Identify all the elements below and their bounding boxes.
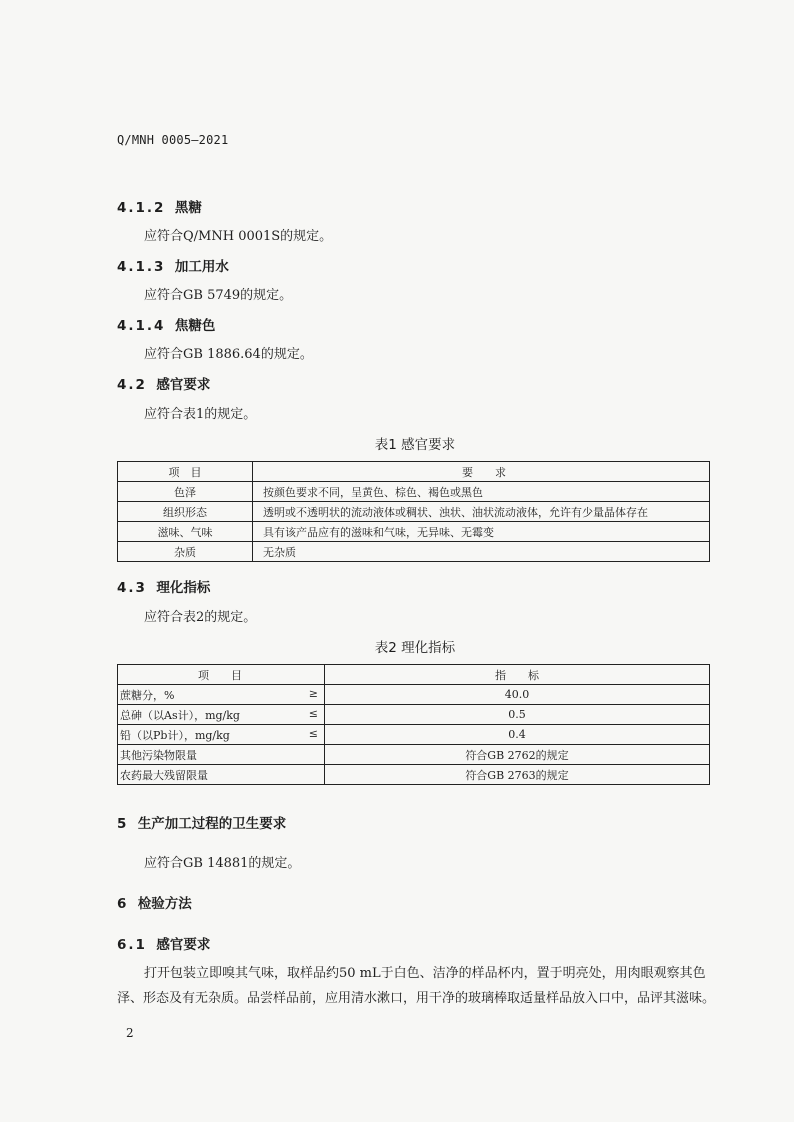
table2-caption: 表2 理化指标 — [374, 640, 456, 656]
table-cell: 无杂质 — [253, 542, 710, 562]
section-6-heading — [117, 892, 192, 912]
table-row — [118, 685, 710, 705]
table-cell: 符合GB 2762的规定 — [325, 745, 710, 765]
sensory-requirements-table — [117, 461, 710, 562]
comparison-symbol: ≥ — [308, 686, 318, 700]
table-cell: 具有该产品应有的滋味和气味，无异味、无霉变 — [253, 522, 710, 542]
section-title: 检验方法 — [137, 896, 192, 912]
table-row — [118, 745, 710, 765]
table-row — [118, 482, 710, 502]
table-row — [118, 725, 710, 745]
table-header-cell: 指 标 — [325, 665, 710, 685]
table-cell: 透明或不透明状的流动液体或稠状、浊状、油状流动液体，允许有少量晶体存在 — [253, 502, 710, 522]
section-4-3-text: 应符合表2的规定。 — [144, 610, 257, 625]
table-row — [118, 502, 710, 522]
section-number: 4.3 — [117, 580, 147, 596]
table-header-cell: 项 目 — [118, 462, 253, 482]
section-title: 理化指标 — [156, 580, 211, 596]
comparison-symbol: ≤ — [308, 726, 318, 740]
table-cell: 符合GB 2763的规定 — [325, 765, 710, 785]
table-row — [118, 522, 710, 542]
section-number: 6.1 — [117, 937, 147, 953]
table-cell — [118, 725, 325, 745]
table-row — [118, 705, 710, 725]
table-row — [118, 542, 710, 562]
table-header-row — [118, 462, 710, 482]
table-cell: 0.5 — [325, 705, 710, 725]
section-5-heading — [117, 812, 286, 832]
table-header-cell: 项 目 — [118, 665, 325, 685]
section-number: 4.1.4 — [117, 318, 166, 334]
table-cell — [118, 685, 325, 705]
section-5-text: 应符合GB 14881的规定。 — [144, 856, 301, 871]
table-cell — [118, 705, 325, 725]
section-number: 6 — [117, 896, 129, 912]
section-title: 感官要求 — [156, 377, 211, 393]
section-4-1-2-text: 应符合Q/MNH 0001S的规定。 — [144, 229, 333, 244]
table-header-row — [118, 665, 710, 685]
item-label: 其他污染物限量 — [120, 748, 197, 762]
section-number: 4.1.3 — [117, 259, 166, 275]
table-cell: 按颜色要求不同，呈黄色、棕色、褐色或黑色 — [253, 482, 710, 502]
section-6-1-text-line1: 打开包装立即嗅其气味，取样品约50 mL于白色、洁净的样品杯内，置于明亮处，用肉眼观察其色 — [144, 966, 706, 981]
table-cell: 滋味、气味 — [118, 522, 253, 542]
section-4-1-4-text: 应符合GB 1886.64的规定。 — [144, 347, 313, 362]
item-label: 总砷（以As计），mg/kg — [120, 708, 240, 722]
section-4-1-3-heading — [117, 255, 229, 275]
table-row — [118, 765, 710, 785]
table-cell — [118, 745, 325, 765]
section-4-1-3-text: 应符合GB 5749的规定。 — [144, 288, 293, 303]
section-number: 5 — [117, 816, 129, 832]
section-4-3-heading — [117, 576, 210, 596]
table1-caption: 表1 感官要求 — [374, 437, 456, 453]
section-title: 焦糖色 — [174, 318, 216, 334]
item-label: 农药最大残留限量 — [120, 768, 208, 782]
section-4-1-4-heading — [117, 314, 215, 334]
section-4-2-heading — [117, 373, 210, 393]
physicochemical-indicators-table — [117, 664, 710, 785]
table-cell: 杂质 — [118, 542, 253, 562]
comparison-symbol: ≤ — [308, 706, 318, 720]
table-cell — [118, 765, 325, 785]
section-6-1-heading — [117, 933, 210, 953]
item-label: 铅（以Pb计），mg/kg — [120, 728, 230, 742]
table-header-cell: 要 求 — [253, 462, 710, 482]
table-cell: 40.0 — [325, 685, 710, 705]
section-number: 4.1.2 — [117, 200, 166, 216]
section-title: 加工用水 — [174, 259, 229, 275]
page-number: 2 — [126, 1026, 134, 1040]
table-cell: 色泽 — [118, 482, 253, 502]
section-title: 感官要求 — [156, 937, 211, 953]
item-label: 蔗糖分，% — [120, 688, 175, 702]
section-4-1-2-heading — [117, 196, 202, 216]
document-header-code: Q/MNH 0005—2021 — [117, 133, 229, 147]
section-4-2-text: 应符合表1的规定。 — [144, 407, 257, 422]
section-title: 黑糖 — [174, 200, 202, 216]
section-title: 生产加工过程的卫生要求 — [137, 816, 287, 832]
section-number: 4.2 — [117, 377, 147, 393]
section-6-1-text-line2: 泽、形态及有无杂质。品尝样品前，应用清水漱口，用干净的玻璃棒取适量样品放入口中，品评其滋味。 — [117, 991, 716, 1006]
table-cell: 组织形态 — [118, 502, 253, 522]
table-cell: 0.4 — [325, 725, 710, 745]
